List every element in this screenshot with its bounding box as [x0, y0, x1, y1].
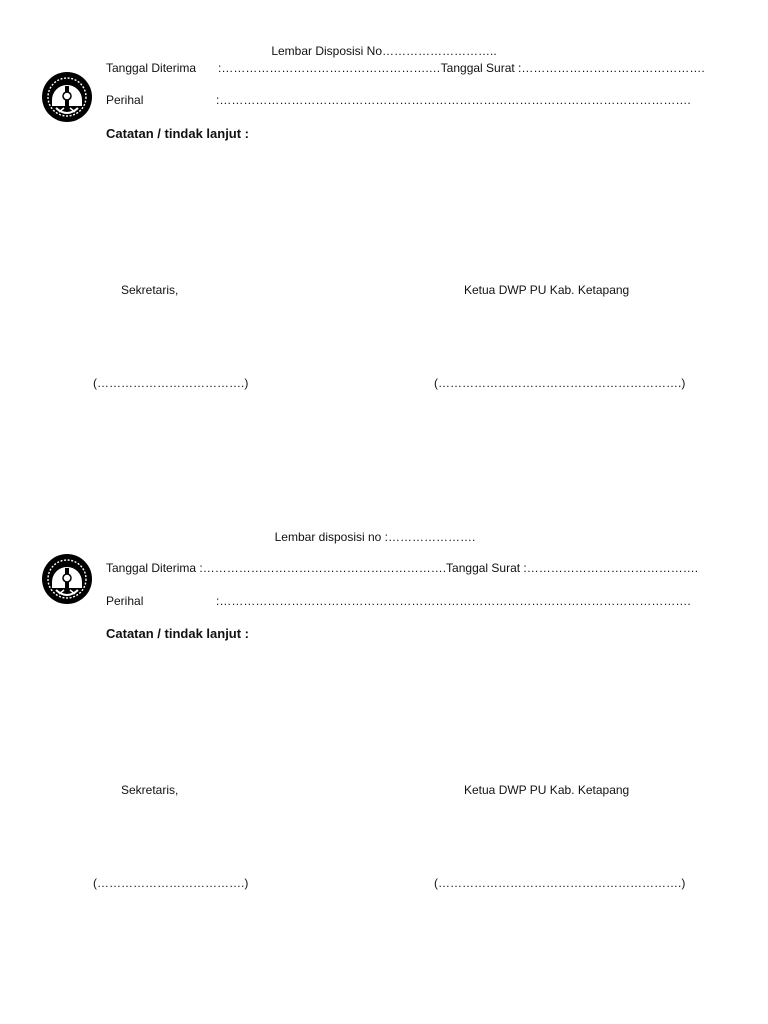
chair-label: Ketua DWP PU Kab. Ketapang — [464, 283, 630, 297]
emblem-logo-icon — [40, 550, 94, 606]
secretary-label: Sekretaris, — [121, 783, 179, 797]
perihal-label: Perihal — [106, 93, 144, 107]
chair-label: Ketua DWP PU Kab. Ketapang — [464, 783, 630, 797]
received-date-label: Tanggal Diterima — [106, 61, 197, 75]
chair-signature-line[interactable]: (…………………………………………………….) — [434, 376, 686, 390]
form-title: Lembar Disposisi No……………………….. — [271, 44, 497, 58]
secretary-label: Sekretaris, — [121, 283, 179, 297]
form-title: Lembar disposisi no :…………………. — [274, 530, 476, 544]
received-date-field[interactable]: :…………………………………………….…Tanggal Surat :………………………………………. — [218, 61, 705, 75]
disposition-form-2 — [0, 500, 768, 1000]
perihal-field[interactable]: :………………………………………………………………………………………………………. — [216, 594, 691, 608]
notes-label: Catatan / tindak lanjut : — [106, 126, 250, 141]
perihal-label: Perihal — [106, 594, 144, 608]
chair-signature-line[interactable]: (…………………………………………………….) — [434, 876, 686, 890]
perihal-field[interactable]: :………………………………………………………………………………………………………. — [216, 93, 691, 107]
received-date-field[interactable]: Tanggal Diterima :…………………………………………………….Tanggal Surat :……………………………………. — [106, 561, 699, 575]
disposition-form-1 — [0, 0, 768, 500]
secretary-signature-line[interactable]: (……………………………….) — [93, 376, 249, 390]
secretary-signature-line[interactable]: (……………………………….) — [93, 876, 249, 890]
emblem-logo-icon — [40, 68, 94, 124]
notes-label: Catatan / tindak lanjut : — [106, 626, 250, 641]
